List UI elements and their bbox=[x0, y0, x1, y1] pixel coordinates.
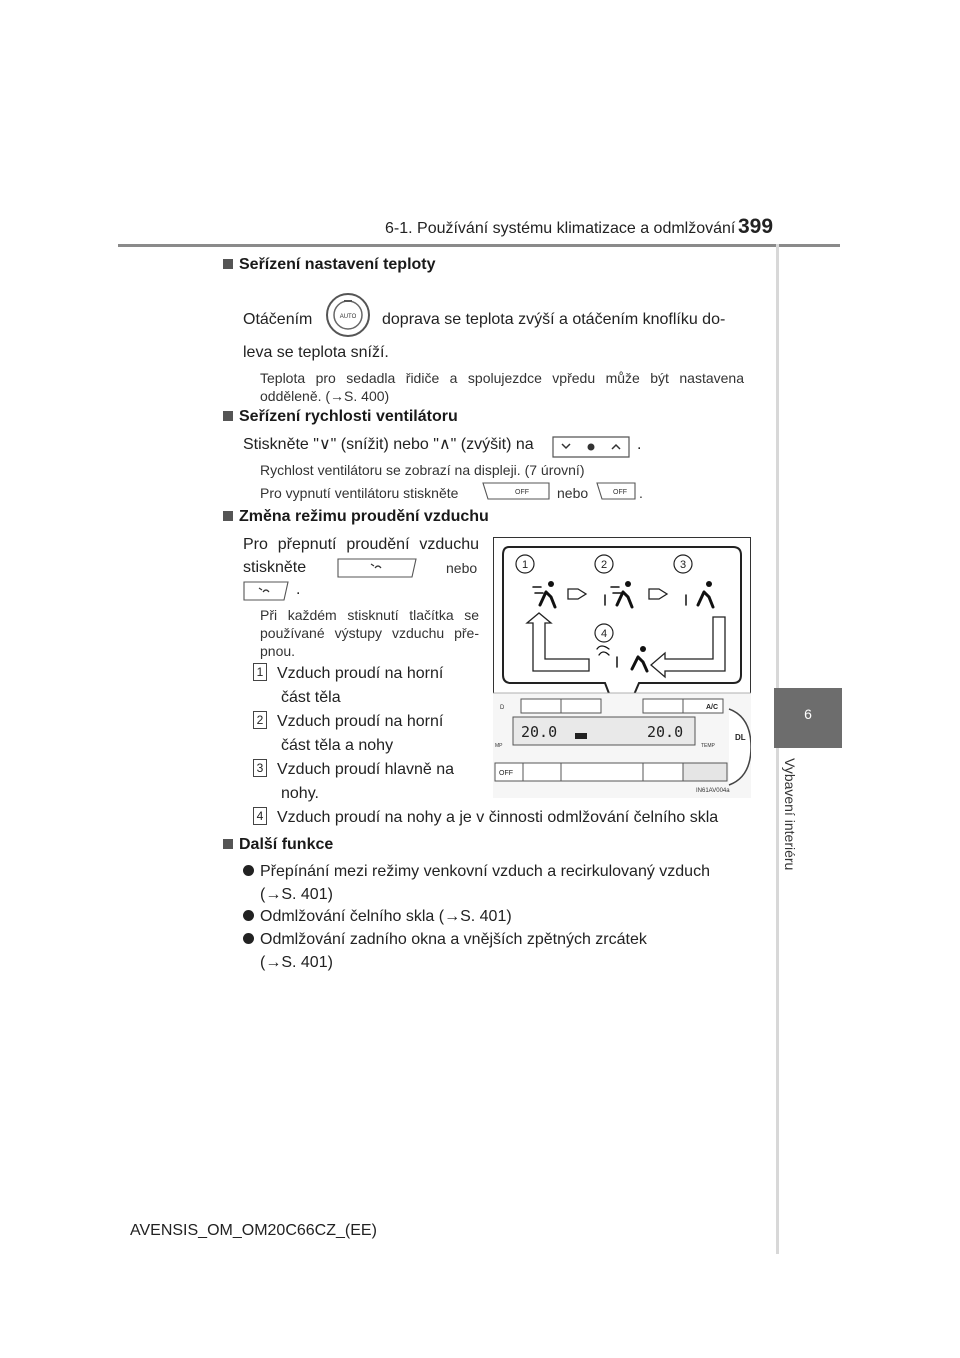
svg-text:TEMP: TEMP bbox=[701, 743, 715, 749]
fan-speed-button-icon bbox=[552, 436, 630, 458]
svg-text:1: 1 bbox=[521, 559, 529, 571]
mode-button-icon bbox=[337, 558, 417, 578]
round-bullet-icon bbox=[243, 933, 254, 944]
fan-line-end: . bbox=[637, 436, 642, 453]
footer-code: AVENSIS_OM_OM20C66CZ_(EE) bbox=[130, 1222, 377, 1239]
other-heading: Další funkce bbox=[223, 836, 333, 854]
chapter-title: Vybavení interiéru bbox=[782, 758, 798, 871]
mode-item-4: 4 Vzduch proudí na nohy a je v činnosti odmlžování čelního skla bbox=[253, 806, 753, 830]
svg-text:D: D bbox=[500, 705, 505, 711]
temp-heading: Seřízení nastavení teploty bbox=[223, 256, 436, 274]
svg-text:3: 3 bbox=[679, 559, 687, 571]
callout-4-icon bbox=[595, 624, 613, 642]
fan-note1: Rychlost ventilátoru se zobrazí na displeji. (7 úrovní) bbox=[260, 462, 585, 478]
ac-label: A/C bbox=[706, 704, 719, 711]
chapter-tab[interactable] bbox=[774, 688, 842, 748]
mode-line3-end: . bbox=[296, 581, 301, 598]
square-bullet-icon bbox=[223, 511, 233, 521]
mode-note: Při každém stisknutí tlačítka se používané výstupy vzduchu pře-pnou. bbox=[260, 607, 479, 660]
mode-line2: stiskněte bbox=[243, 559, 307, 576]
temp-line2: leva se teplota sníží. bbox=[243, 344, 389, 361]
fan-note2-mid: nebo bbox=[557, 485, 589, 501]
airflow-mode-figure bbox=[493, 537, 751, 798]
svg-text:OFF: OFF bbox=[613, 489, 627, 496]
section-title: 6-1. Používání systému klimatizace a odmlžování bbox=[385, 220, 736, 237]
callout-number: 1 bbox=[253, 663, 267, 681]
svg-text:MP: MP bbox=[495, 743, 503, 749]
mode-item-1: 1 Vzduch proudí na horní část těla bbox=[253, 662, 479, 710]
mode-line1: Pro přepnutí proudění vzduchu bbox=[243, 536, 479, 553]
square-bullet-icon bbox=[223, 259, 233, 269]
fan-heading: Seřízení rychlosti ventilátoru bbox=[223, 408, 458, 426]
callout-number: 2 bbox=[253, 711, 267, 729]
mode-button-alt-icon bbox=[243, 581, 289, 601]
figure-code: IN61AV004a bbox=[696, 788, 730, 794]
temp-line1-pre: Otáčením bbox=[243, 311, 313, 328]
chapter-number: 6 bbox=[804, 706, 812, 722]
side-rule bbox=[776, 244, 779, 1254]
auto-knob-label: AUTO bbox=[339, 314, 357, 320]
svg-text:2: 2 bbox=[600, 559, 608, 571]
callout-1-icon bbox=[516, 555, 534, 573]
callout-number: 4 bbox=[253, 807, 267, 825]
square-bullet-icon bbox=[223, 411, 233, 421]
fan-off-label: OFF bbox=[515, 489, 529, 496]
header-rule bbox=[118, 244, 840, 247]
svg-text:4: 4 bbox=[600, 628, 608, 640]
square-bullet-icon bbox=[223, 839, 233, 849]
round-bullet-icon bbox=[243, 865, 254, 876]
fan-off-button-icon bbox=[482, 482, 550, 500]
temp-line1-post: doprava se teplota zvýší a otáčením knoflíku do- bbox=[382, 311, 726, 328]
mode-heading: Změna režimu proudění vzduchu bbox=[223, 508, 489, 526]
mode-line2-nebo: nebo bbox=[446, 560, 478, 576]
callout-3-icon bbox=[674, 555, 692, 573]
other-bullet-3: Odmlžování zadního okna a vnějších zpětných zrcátek (→S. 401) bbox=[243, 928, 753, 974]
display-left-temp: 20.0 bbox=[521, 723, 558, 741]
temp-note: Teplota pro sedadla řidiče a spolujezdce vpředu může být nastavena odděleně. (→S. 400) bbox=[260, 370, 744, 405]
mode-item-3: 3 Vzduch proudí hlavně na nohy. bbox=[253, 758, 479, 806]
other-bullet-2: Odmlžování čelního skla (→S. 401) bbox=[243, 905, 753, 928]
round-bullet-icon bbox=[243, 910, 254, 921]
fan-off-button-alt-icon bbox=[596, 482, 636, 500]
svg-text:OFF: OFF bbox=[499, 770, 513, 777]
fan-line: Stiskněte "∨" (snížit) nebo "∧" (zvýšit) na bbox=[243, 436, 534, 453]
mode-item-2: 2 Vzduch proudí na horní část těla a nohy bbox=[253, 710, 479, 758]
fan-note2-end: . bbox=[639, 485, 643, 501]
display-right-temp: 20.0 bbox=[647, 723, 684, 741]
svg-text:DL: DL bbox=[735, 733, 746, 742]
auto-knob-icon bbox=[325, 292, 371, 338]
callout-number: 3 bbox=[253, 759, 267, 777]
fan-note2-pre: Pro vypnutí ventilátoru stiskněte bbox=[260, 485, 459, 501]
callout-2-icon bbox=[595, 555, 613, 573]
page-number: 399 bbox=[738, 215, 774, 238]
other-bullet-1: Přepínání mezi režimy venkovní vzduch a recirkulovaný vzduch (→S. 401) bbox=[243, 860, 753, 906]
